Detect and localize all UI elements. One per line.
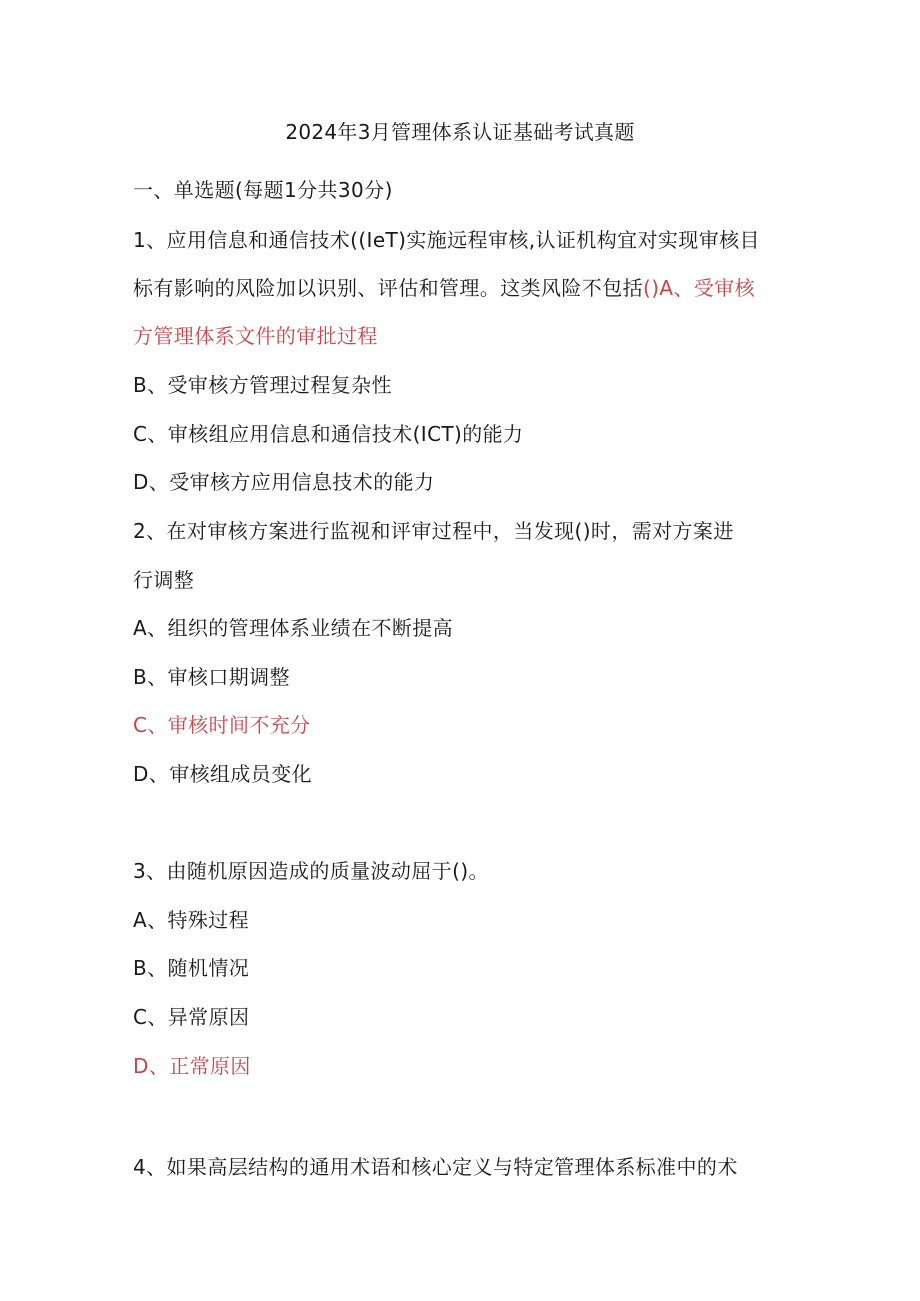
section-heading: 一、单选题(每题1分共30分) [133,178,393,202]
question-1-line-1: 1、应用信息和通信技术((IeT)实施远程审核,认证机构宜对实现审核目 [133,228,760,252]
question-3-option-a: A、特殊过程 [133,908,250,932]
question-3-option-c: C、异常原因 [133,1005,250,1029]
question-2-option-b: B、审核口期调整 [133,665,290,689]
question-1-answer-a-cont: 方管理体系文件的审批过程 [133,324,378,348]
question-1-text: 标有影响的风险加以识别、评估和管理。这类风险不包括 [133,276,643,300]
question-3-option-b: B、随机情况 [133,956,250,980]
question-2-option-d: D、审核组成员变化 [133,762,313,786]
question-1-answer-a: ()A、受审核 [643,276,756,300]
question-2-line-1: 2、在对审核方案进行监视和评审过程中，当发现()时，需对方案进 [133,519,734,543]
question-3-option-d: D、正常原因 [133,1054,251,1078]
question-2-line-2: 行调整 [133,568,195,592]
question-1-option-b: B、受审核方管理过程复杂性 [133,373,392,397]
question-3-line-1: 3、由随机原因造成的质量波动屈于()。 [133,859,489,883]
question-1-option-d: D、受审核方应用信息技术的能力 [133,470,435,494]
question-1-option-c: C、审核组应用信息和通信技术(ICT)的能力 [133,422,524,446]
document-title: 2024年3月管理体系认证基础考试真题 [285,120,635,144]
question-4-line-1: 4、如果高层结构的通用术语和核心定义与特定管理体系标准中的术 [133,1155,738,1179]
question-2-option-a: A、组织的管理体系业绩在不断提高 [133,616,454,640]
question-1-line-2 [133,274,755,302]
question-2-option-c: C、审核时间不充分 [133,713,311,737]
